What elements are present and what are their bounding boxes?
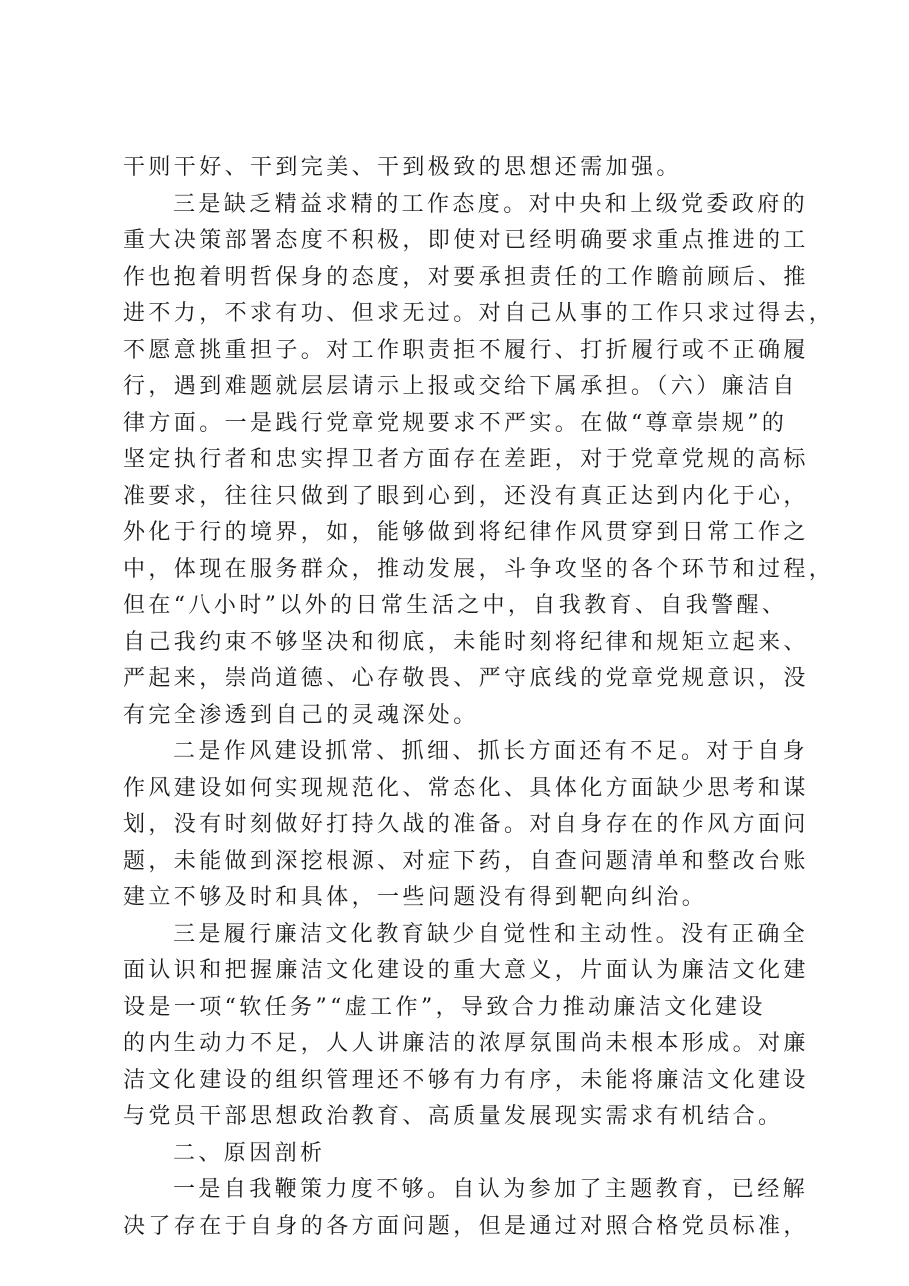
text-line: 自己我约束不够坚决和彻底，未能时刻将纪律和规矩立起来、 [123,629,809,655]
text-line: 三是履行廉洁文化教育缺少自觉性和主动性。没有正确全 [173,921,809,947]
text-line: 作也抱着明哲保身的态度，对要承担责任的工作瞻前顾后、推 [123,264,809,290]
text-line: 三是缺乏精益求精的工作态度。对中央和上级党委政府的 [173,191,809,217]
text-line: 行，遇到难题就层层请示上报或交给下属承担。（六）廉洁自 [123,374,798,399]
text-line: 题，未能做到深挖根源、对症下药，自查问题清单和整改台账 [123,848,809,874]
text-line: 一是自我鞭策力度不够。自认为参加了主题教育，已经解 [173,1177,809,1202]
text-line: 建立不够及时和具体，一些问题没有得到靶向纠治。 [123,885,708,910]
document-body [123,150,835,1245]
text-line: 的内生动力不足，人人讲廉洁的浓厚氛围尚未根本形成。对廉 [123,1031,809,1056]
text-line: 决了存在于自身的各方面问题，但是通过对照合格党员标准， [123,1213,809,1239]
text-line: 中，体现在服务群众，推动发展，斗争攻坚的各个环节和过程， [123,556,835,582]
text-line: 干则干好、干到完美、干到极致的思想还需加强。 [123,155,682,180]
text-line: 与党员干部思想政治教育、高质量发展现实需求有机结合。 [123,1104,784,1129]
text-line: 准要求，往往只做到了眼到心到，还没有真正达到内化于心， [123,483,809,509]
text-line: 二是作风建设抓常、抓细、抓长方面还有不足。对于自身 [173,739,809,764]
text-line: 面认识和把握廉洁文化建设的重大意义，片面认为廉洁文化建 [123,958,809,983]
text-line: 不愿意挑重担子。对工作职责拒不履行、打折履行或不正确履 [123,337,809,363]
text-line: 有完全渗透到自己的灵魂深处。 [123,702,479,728]
text-line: 坚定执行者和忠实捍卫者方面存在差距，对于党章党规的高标 [123,447,809,472]
text-line: 但在“八小时”以外的日常生活之中，自我教育、自我警醒、 [123,593,788,618]
text-line: 严起来，崇尚道德、心存敬畏、严守底线的党章党规意识，没 [123,666,809,691]
text-line: 洁文化建设的组织管理还不够有力有序，未能将廉洁文化建设 [123,1067,809,1093]
text-line: 设是一项“软任务”“虚工作”，导致合力推动廉洁文化建设 [123,994,766,1020]
text-line: 重大决策部署态度不积极，即使对已经明确要求重点推进的工 [123,228,809,253]
text-line: 作风建设如何实现规范化、常态化、具体化方面缺少思考和谋 [123,775,809,801]
text-line: 划，没有时刻做好打持久战的准备。对自身存在的作风方面问 [123,812,809,837]
text-line: 律方面。一是践行党章党规要求不严实。在做“尊章崇规”的 [123,410,788,436]
section-heading: 二、原因剖析 [173,1140,326,1166]
text-line: 外化于行的境界，如，能够做到将纪律作风贯穿到日常工作之 [123,520,809,545]
text-line: 进不力，不求有功、但求无过。对自己从事的工作只求过得去， [123,301,835,326]
